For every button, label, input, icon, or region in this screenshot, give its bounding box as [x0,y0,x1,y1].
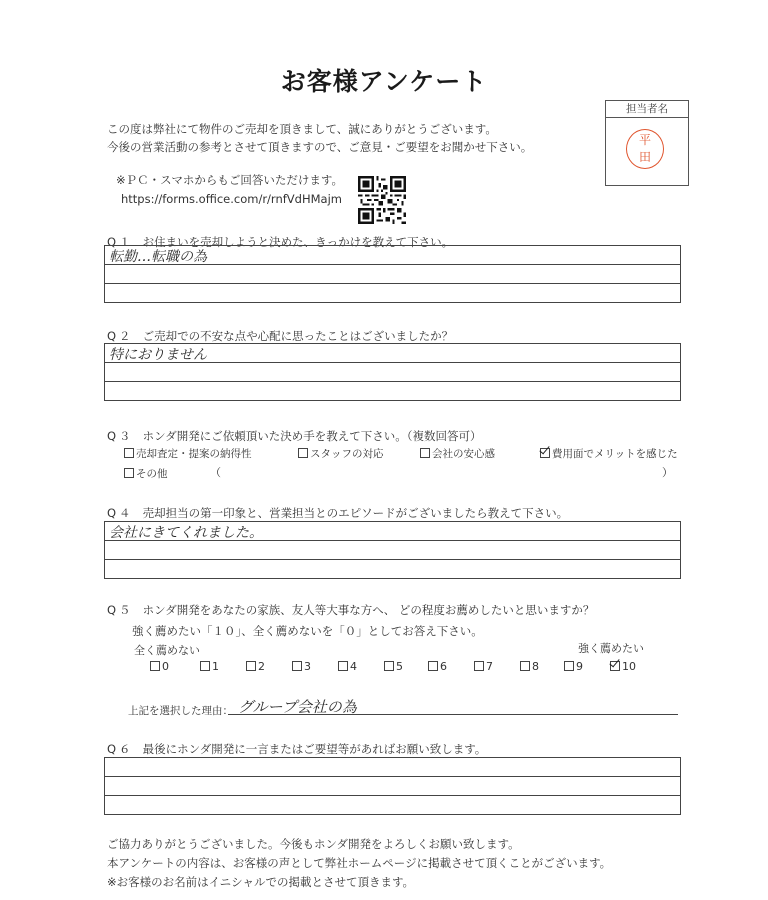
q5-scale-8[interactable]: 8 [520,660,539,673]
q2-question [107,328,453,344]
q6-question [107,741,486,757]
q5-scale-3[interactable]: 3 [292,660,311,673]
q5-question [107,602,594,618]
q4-answer: 会社にきてくれました。 [109,525,263,541]
q4-answer-box[interactable] [104,521,681,579]
q5-scale-0[interactable]: 0 [150,660,169,673]
q5-scale-6[interactable]: 6 [428,660,447,673]
q1-text: お住まいを売却しようと決めた、きっかけを教えて下さい。 [142,235,454,249]
q3-number: Q３ [107,429,134,443]
q5-reason-label: 上記を選択した理由： [128,705,233,717]
q3-question [107,428,481,444]
q5-scale-4-checkbox[interactable] [338,661,348,671]
q5-high-label: 強く薦めたい [578,642,644,655]
staff-stamp-label: 担当者名 [606,101,688,118]
q1-answer-box[interactable] [104,245,681,303]
q5-scale-10-checkbox-checked[interactable] [610,661,620,671]
qr-code-icon [358,176,406,224]
intro-line-1: この度は弊社にて物件のご売却を頂きまして、誠にありがとうございます。 [107,122,497,136]
q1-number: Q１ [107,235,134,249]
q5-scale-3-checkbox[interactable] [292,661,302,671]
q2-text: ご売却での不安な点や心配に思ったことはございましたか？ [142,329,454,343]
q5-scale-1-checkbox[interactable] [200,661,210,671]
intro-line-3: ※ＰＣ・スマホからもご回答いただけます。 [116,173,343,187]
q6-text: 最後にホンダ開発に一言またはご要望等があればお願い致します。 [142,742,487,756]
q2-answer: 特におりません [109,347,207,363]
q6-number: Q６ [107,742,134,756]
q5-scale-1[interactable]: 1 [200,660,219,673]
q5-subtext: 強く薦めたい「１０」、全く薦めないを「０」としてお答え下さい。 [132,624,483,638]
hanko-seal-bottom: 田 [638,150,651,164]
staff-stamp-box [605,100,689,186]
q3-option-other[interactable]: その他 [124,466,168,481]
q5-low-label: 全く薦めない [134,644,200,657]
page-title: お客様アンケート [280,67,488,96]
q3-option-1-checkbox[interactable] [124,448,134,458]
q3-option-2-checkbox[interactable] [298,448,308,458]
hanko-seal-top: 平 [638,133,651,147]
q3-option-3-checkbox[interactable] [420,448,430,458]
q3-option-3[interactable]: 会社の安心感 [420,446,495,461]
q6-answer-box[interactable] [104,757,681,815]
q3-text: ホンダ開発にご依頼頂いた決め手を教えて下さい。（複数回答可） [142,429,482,443]
q5-scale-2[interactable]: 2 [246,660,265,673]
q5-scale-4[interactable]: 4 [338,660,357,673]
intro-line-2: 今後の営業活動の参考とさせて頂きますので、ご意見・ご要望をお聞かせ下さい。 [107,140,533,154]
q3-option-other-checkbox[interactable] [124,468,134,478]
hanko-seal [626,129,664,169]
q5-scale-9[interactable]: 9 [564,660,583,673]
q3-other-paren-close: ） [662,466,673,479]
q5-scale-6-checkbox[interactable] [428,661,438,671]
q5-scale-0-checkbox[interactable] [150,661,160,671]
q5-number: Q５ [107,603,134,617]
q5-scale-5-checkbox[interactable] [384,661,394,671]
footer-line-3: ※お客様のお名前はイニシャルでの掲載とさせて頂きます。 [107,875,415,889]
footer-line-2: 本アンケートの内容は、お客様の声として弊社ホームページに掲載させて頂くことがございます。 [107,856,612,870]
q5-scale-7-checkbox[interactable] [474,661,484,671]
q5-reason-answer: グループ会社の為 [238,698,357,716]
q5-scale-8-checkbox[interactable] [520,661,530,671]
survey-url: https://forms.office.com/r/rnfVdHMajm [121,192,342,206]
q4-text: 売却担当の第一印象と、営業担当とのエピソードがございましたら教えて下さい。 [142,506,569,520]
q4-number: Q４ [107,506,134,520]
q3-option-4[interactable]: 費用面でメリットを感じた [540,446,678,461]
q2-answer-box[interactable] [104,343,681,401]
q5-scale-2-checkbox[interactable] [246,661,256,671]
q3-other-paren-open: （ [210,466,221,479]
q5-scale-10[interactable]: 10 [610,660,636,673]
q5-scale-7[interactable]: 7 [474,660,493,673]
q5-scale-9-checkbox[interactable] [564,661,574,671]
q1-answer: 転勤…転職の為 [109,249,207,265]
q2-number: Q２ [107,329,134,343]
q3-option-1[interactable]: 売却査定・提案の納得性 [124,446,252,461]
q3-option-4-checkbox-checked[interactable] [540,448,550,458]
q4-question [107,505,568,521]
footer-line-1: ご協力ありがとうございました。今後もホンダ開発をよろしくお願い致します。 [107,837,520,851]
q3-option-2[interactable]: スタッフの対応 [298,446,384,461]
q5-scale-5[interactable]: 5 [384,660,403,673]
q5-text: ホンダ開発をあなたの家族、友人等大事な方へ、 どの程度お薦めしたいと思いますか？ [142,603,595,617]
